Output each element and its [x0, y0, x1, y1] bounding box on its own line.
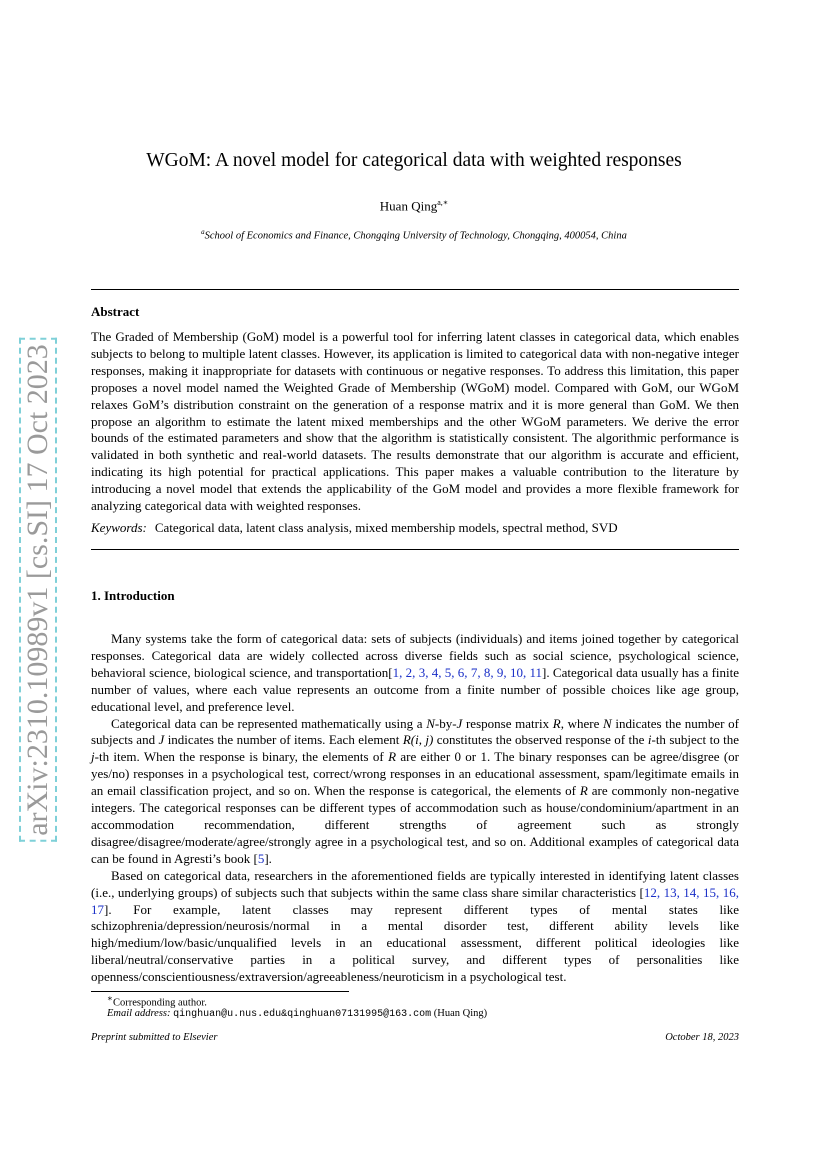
- author-line: [0, 198, 828, 214]
- citation-link[interactable]: 1, 2, 3, 4, 5, 6, 7, 8, 9, 10, 11: [392, 664, 543, 680]
- keywords-text: Categorical data, latent class analysis, mixed membership models, spectral method, SVD: [154, 520, 618, 535]
- citation-link[interactable]: 5: [257, 850, 265, 866]
- math-n: N: [426, 715, 435, 731]
- affiliation-text: School of Economics and Finance, Chongqing University of Technology, Chongqing, 400054, China: [204, 230, 627, 242]
- footnote-rule: [91, 991, 349, 992]
- intro-p2-text: are either 0 or 1. The binary responses can be agree/disgree (or yes/no) responses in a psychological test, correct/wrong responses in an educational assessment, spam/legitimate emails in an email classification project, and so on. When the response is categorical, the elements of: [91, 749, 739, 799]
- intro-paragraph-3: [91, 868, 739, 986]
- math-r: R: [388, 749, 397, 765]
- math-j: J: [158, 732, 165, 748]
- intro-p2-text: response matrix: [462, 715, 553, 731]
- paper-title: WGoM: A novel model for categorical data with weighted responses: [146, 150, 682, 171]
- footnote-email: [107, 1008, 487, 1020]
- math-j-lower: j: [91, 749, 95, 765]
- footnote-mark: ∗: [107, 993, 113, 1003]
- introduction-body: [91, 631, 739, 986]
- keywords-label: Keywords:: [91, 520, 147, 535]
- top-rule: [91, 289, 739, 290]
- math-r: R: [552, 715, 561, 731]
- intro-p2-text: -th item. When the response is binary, the elements of: [94, 749, 389, 765]
- math-r-ij: R(i, j): [402, 732, 434, 748]
- intro-p2-text: -by-: [434, 715, 457, 731]
- abstract-heading: Abstract: [91, 304, 140, 319]
- intro-p1-text-a: Many systems take the form of categorical data: sets of subjects (individuals) and items joined together by categorical responses. Categorical data are widely collected across diverse fields such as social science, psychological science, behavioral science, biological science, and transportation[: [91, 631, 739, 680]
- intro-paragraph-2: [91, 716, 739, 868]
- email-label: Email address:: [107, 1008, 171, 1019]
- intro-paragraph-1: [91, 631, 739, 716]
- footnote-corresponding-text: Corresponding author.: [112, 997, 207, 1009]
- intro-p3-text-a: Based on categorical data, researchers in the aforementioned fields are typically interested in identifying latent classes (i.e., underlying groups) of subjects such that subjects within the same class share similar characteristics [: [91, 867, 739, 900]
- footnote-corresponding: [107, 993, 207, 1009]
- keywords-line: [91, 520, 618, 536]
- arxiv-sidebar: [18, 345, 58, 835]
- intro-p2-text: indicates the number of items. Each element: [164, 732, 403, 748]
- bottom-rule: [91, 549, 739, 550]
- email-name: (Huan Qing): [433, 1008, 488, 1019]
- email-addresses[interactable]: qinghuan@u.nus.edu&qinghuan07131995@163.com: [173, 1009, 432, 1020]
- math-i: i: [647, 732, 652, 748]
- math-j: J: [456, 715, 463, 731]
- affiliation: [0, 228, 828, 242]
- citation-link[interactable]: 12, 13, 14, 15, 16, 17: [91, 884, 739, 917]
- intro-p2-text: , where: [560, 715, 604, 731]
- section-heading: 1. Introduction: [91, 588, 175, 603]
- arxiv-identifier: arXiv:2310.10989v1 [cs.SI] 17 Oct 2023: [19, 338, 57, 842]
- footer-preprint: Preprint submitted to Elsevier: [91, 1032, 218, 1043]
- intro-p2-text: constitutes the observed response of the: [433, 732, 648, 748]
- intro-p2-text: Categorical data can be represented mathematically using a: [111, 715, 427, 731]
- intro-p2-text: are commonly non-negative integers. The categorical responses can be different types of accommodation such as house/condominium/apartment in an accommodation recommendation, different strengths of agreement such as strongly disagree/disagree/moderate/agree/strongly agree in a psychological test, and so on. Additional examples of categorical data can be found in Agresti’s book [: [91, 783, 739, 866]
- intro-p2-text: ].: [264, 850, 272, 866]
- intro-p2-text: -th subject to the: [651, 732, 739, 748]
- author-name: Huan Qing: [379, 198, 438, 214]
- affiliation-mark: a: [201, 228, 205, 236]
- math-n: N: [603, 715, 612, 731]
- abstract-text: The Graded of Membership (GoM) model is a powerful tool for inferring latent classes in categorical data, which enables subjects to belong to multiple latent classes. However, its application is limited to categorical data with non-negative integer responses, making it inappropriate for datasets with continuous or negative responses. To address this limitation, this paper proposes a novel model named the Weighted Grade of Membership (WGoM) model. Compared with GoM, our WGoM relaxes GoM’s distribution constraint on the generation of a response matrix and it is more general than GoM. We then propose an algorithm to estimate the latent mixed memberships and the other WGoM parameters. We derive the error bounds of the estimated parameters and show that the algorithm is statistically consistent. The algorithmic performance is validated in both synthetic and real-world datasets. The results demonstrate that our algorithm is accurate and efficient, indicating its high potential for practical applications. This paper makes a valuable contribution to the literature by introducing a novel model that extends the applicability of the GoM model and provides a more flexible framework for analyzing categorical data with weighted responses.: [91, 329, 739, 514]
- intro-p1-text-b: ]. Categorical data usually has a finite number of values, where each value represents an outcome from a finite number of possible choices like age group, educational level, and preference level.: [91, 664, 740, 714]
- intro-p3-text-b: ]. For example, latent classes may represent different types of mental states like schizophrenia/depression/neurosis/normal in a mental disorder test, different ability levels like high/medium/low/basic/unqualified levels in an educational assessment, different political ideologies like liberal/neutral/conservative parties in a political survey, and different types of personalities like openness/conscientiousness/extraversion/agreeableness/neuroticism in a psychological test.: [91, 901, 739, 985]
- math-r: R: [579, 783, 588, 799]
- footer-date: October 18, 2023: [665, 1032, 739, 1043]
- intro-p2-text: indicates the number of subjects and: [91, 715, 739, 748]
- author-marks: a,∗: [437, 198, 449, 207]
